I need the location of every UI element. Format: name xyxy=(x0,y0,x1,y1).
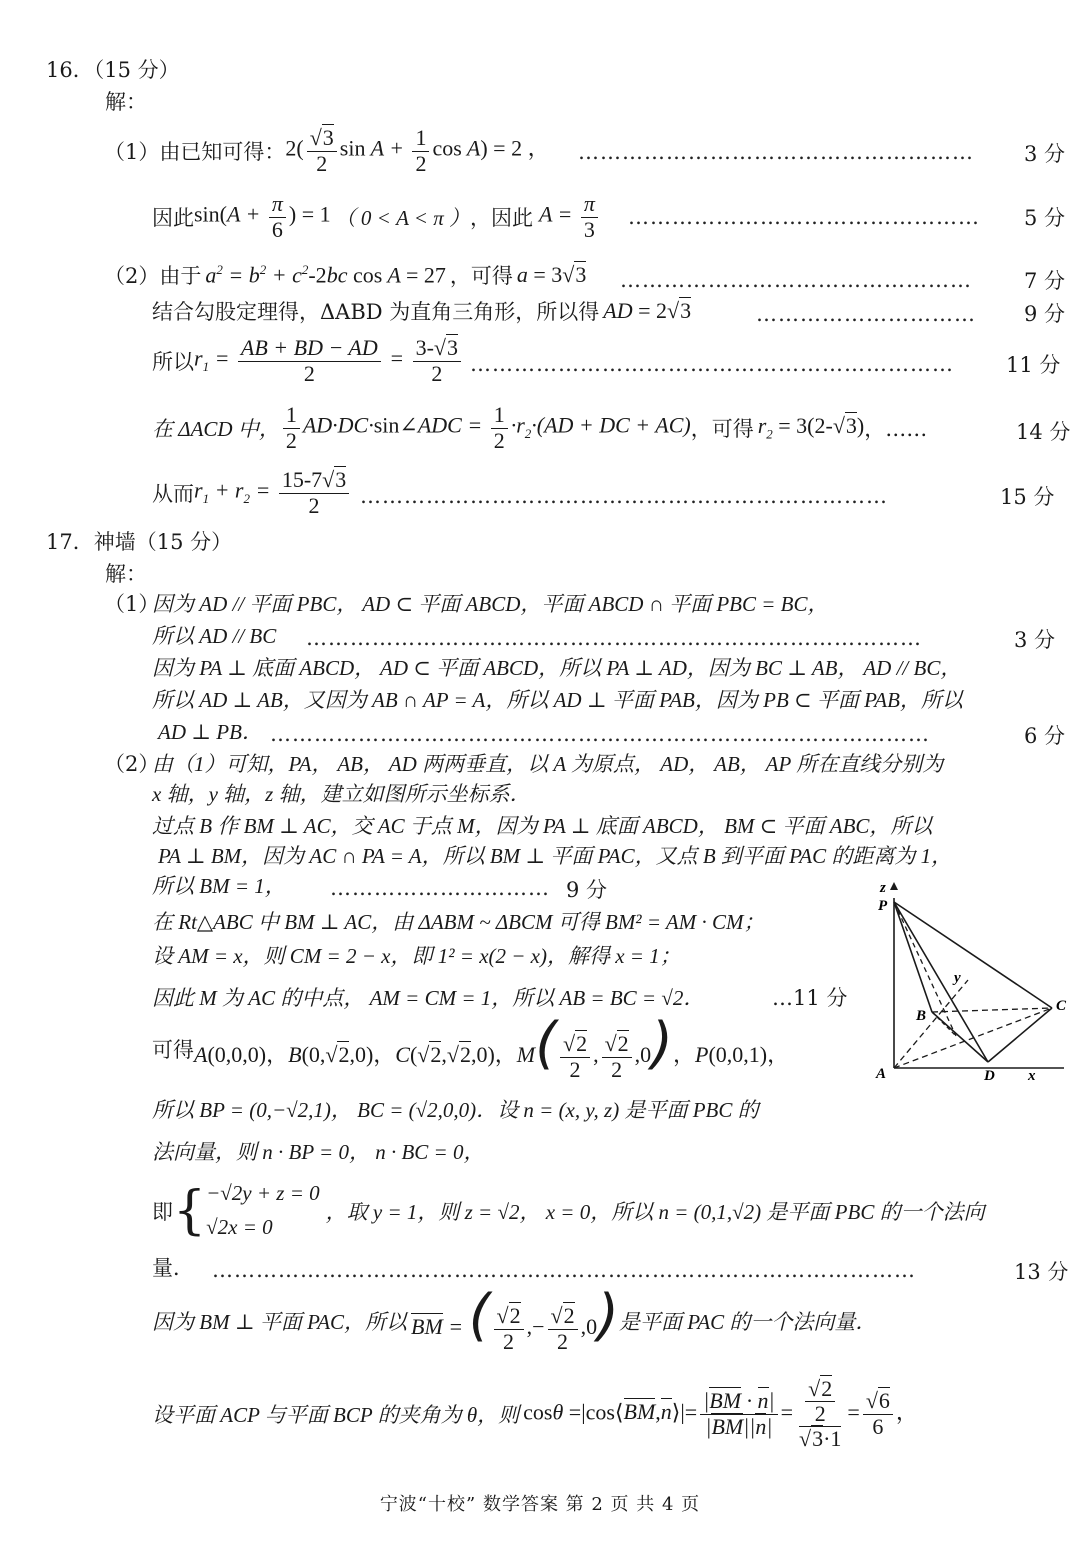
q17-m13: 量． xyxy=(152,1256,194,1280)
q17-l1: 因为 AD // 平面 PBC， AD ⊂ 平面 ABCD，平面 ABCD ∩ 平面 PBC = BC， xyxy=(152,592,829,616)
q17-m14-eq: BM = ( $\frac{√2}{2}$ ,− $\frac{√2}{2}$ ,0) xyxy=(411,1283,619,1354)
q17-l3: 因为 PA ⊥ 底面 ABCD， AD ⊂ 平面 ABCD，所以 PA ⊥ AD，因为 BC ⊥ AB， AD // BC， xyxy=(152,656,962,680)
q17-l2-score: 3 分 xyxy=(1014,628,1056,652)
q17-l2: 所以 AD // BC xyxy=(152,624,277,648)
q16-p1-score: 3 分 xyxy=(1024,142,1066,166)
q16-p2-leader: ………………………………………… xyxy=(620,268,972,292)
label-y: y xyxy=(954,970,961,986)
q17-m12-sys1: −√2y + z = 0 xyxy=(206,1181,320,1206)
q17-m12-text: 即 xyxy=(152,1200,173,1224)
q16-p1b-score: 5 分 xyxy=(1024,206,1066,230)
q16-p1b-text1: 因此 xyxy=(152,206,194,230)
q16-p2b-leader: ………………………… xyxy=(756,302,976,326)
q16-p2c-text: 所以 xyxy=(152,350,194,374)
q17-m1: 由（1）可知，PA， AB， AD 两两垂直，以 A 为原点， AD， AB， AP 所在直线分别为 xyxy=(152,752,944,776)
q17-m14-text1: 因为 BM ⊥ 平面 PAC，所以 xyxy=(152,1310,408,1334)
q16-p2-text1: 由于 xyxy=(159,264,202,288)
q17-m12-brace: { xyxy=(173,1181,207,1241)
edge-y-axis xyxy=(894,980,968,1068)
q16-p2e-leader: ……………………………………………………………… xyxy=(360,484,888,508)
q16-p2b-text: 结合勾股定理得，ΔABD 为直角三角形，所以得 xyxy=(152,300,600,324)
q16-part2-line4 xyxy=(152,398,927,458)
q17-m14-text2: 是平面 PAC 的一个法向量． xyxy=(618,1310,877,1334)
q17-l2-leader: ………………………………………………………………………… xyxy=(306,626,922,650)
q16-p2d-eq2: $r_2 = 3(2-√3)$ xyxy=(757,413,865,442)
q16-p2-text2: ，可得 xyxy=(449,264,513,288)
q17-m12-system xyxy=(206,1177,320,1244)
label-z: z xyxy=(880,880,886,896)
edge-bd xyxy=(932,1012,988,1062)
q16-p1-label: （1） xyxy=(104,140,160,164)
q16-p1b-text2: ，因此 xyxy=(469,206,533,230)
label-p: P xyxy=(878,898,888,914)
q16-p2d-text2: ，可得 xyxy=(690,417,754,441)
q17-m12-sys2: √2x = 0 xyxy=(206,1215,273,1239)
q17-m15-text: 设平面 ACP 与平面 BCP 的夹角为 θ，则 xyxy=(152,1403,520,1427)
label-a: A xyxy=(876,1066,887,1080)
q17-header: 17．神墙（15 分） xyxy=(46,530,233,554)
pyramid-figure xyxy=(872,880,1072,1080)
edge-dc xyxy=(988,1008,1052,1062)
q17-m5-score: 9 分 xyxy=(566,878,608,902)
q17-p1-label: （1） xyxy=(104,592,160,616)
q16-p2-eq1: $a^2 = b^2 + c^2-2bc$ cos A = 27 xyxy=(205,261,446,288)
q17-m3: 过点 B 作 BM ⊥ AC，交 AC 于点 M，因为 PA ⊥ 底面 ABCD， BM ⊂ 平面 ABC，所以 xyxy=(152,814,933,838)
q16-p1b-leader: ………………………………………… xyxy=(628,205,980,229)
q16-p2e-score: 15 分 xyxy=(1000,485,1055,509)
q16-p2-label: （2） xyxy=(104,264,160,288)
q16-p2d-text1: 在 ΔACD 中， xyxy=(152,417,280,441)
q17-m9 xyxy=(152,1011,790,1082)
q17-l4: 所以 AD ⊥ AB，又因为 AB ∩ AP = A，所以 AD ⊥ 平面 PAB，因为 PB ⊂ 平面 PAB，所以 xyxy=(152,688,963,712)
q16-part2-line3 xyxy=(152,330,464,392)
q17-m13-score: 13 分 xyxy=(1014,1260,1069,1284)
q17-m9-text: 可得 xyxy=(152,1038,194,1062)
q17-m13-leader: …………………………………………………………………………………… xyxy=(212,1258,916,1282)
q17-m15-eq: cosθ =|cos⟨BM,n⟩|= $\frac{|BM \cdot n|}{|BM||n|}$ = $\frac{\frac{√2}{2}}{√3\cdot 1}$ = $\frac{√6}{6}$ ， xyxy=(523,1375,918,1452)
q16-jie: 解： xyxy=(105,90,147,114)
q16-part1-line1 xyxy=(104,120,550,182)
q16-p2e-text: 从而 xyxy=(152,482,194,506)
q16-p1-intro: 由已知可得： xyxy=(159,140,286,164)
q17-m10: 所以 BP = (0,−√2,1)， BC = (√2,0,0)．设 n = (x, y, z) 是平面 PBC 的 xyxy=(152,1098,759,1122)
q17-p2-label: （2） xyxy=(104,752,160,776)
q16-p2b-eq: AD = 2√3 xyxy=(603,298,692,323)
q17-m8: 因此 M 为 AC 的中点， AM = CM = 1，所以 AB = BC = √2． xyxy=(152,986,705,1010)
q17-m15 xyxy=(152,1364,918,1464)
q17-m5: 所以 BM = 1， xyxy=(152,874,286,898)
q16-header: 16．（15 分） xyxy=(46,58,180,82)
q16-p1-leader: ……………………………………………… xyxy=(578,140,974,164)
q16-p2c-score: 11 分 xyxy=(1006,353,1061,377)
q16-p2d-score: 14 分 xyxy=(1016,420,1071,444)
q17-m9-eq: A(0,0,0)，B(0,√2,0)，C(√2,√2,0)，M( $\frac{√2}{2}$ , $\frac{√2}{2}$ ,0)，P(0,0,1)， xyxy=(194,1011,790,1082)
q17-m4: PA ⊥ BM，因为 AC ∩ PA = A，所以 BM ⊥ 平面 PAC，又点 B 到平面 PAC 的距离为 1， xyxy=(158,844,953,868)
edge-bc xyxy=(932,1008,1052,1012)
q17-m11: 法向量，则 n · BP = 0， n · BC = 0， xyxy=(152,1140,485,1164)
q16-p2b-score: 9 分 xyxy=(1024,302,1066,326)
q16-part2-line5 xyxy=(152,462,352,524)
q16-p2d-comma: ，…… xyxy=(864,417,928,441)
label-x: x xyxy=(1028,1068,1036,1080)
q17-l5-leader: ……………………………………………………………………………… xyxy=(270,722,930,746)
q16-part2-line2 xyxy=(152,294,691,328)
q16-part1-line2 xyxy=(152,188,601,246)
label-c: C xyxy=(1056,998,1067,1014)
page-footer: 宁波“十校” 数学答案 第 2 页 共 4 页 xyxy=(379,1494,701,1515)
z-arrow-icon xyxy=(890,882,898,890)
label-b: B xyxy=(916,1008,927,1024)
q16-p1b-eq1: sin(A + $\frac{\pi}{6}$ ) = 1 xyxy=(194,191,331,242)
q17-m6: 在 Rt△ABC 中 BM ⊥ AC，由 ΔABM ~ ΔBCM 可得 BM² = AM · CM； xyxy=(152,910,765,934)
q16-p2e-eq: $r_1 + r_2$ = $\frac{15-7√3}{2}$ xyxy=(194,468,352,517)
edge-pc xyxy=(894,902,1052,1008)
q17-l5-score: 6 分 xyxy=(1024,724,1066,748)
q17-m12-rest: ，取 y = 1，则 z = √2， x = 0，所以 n = (0,1,√2) 是平面 PBC 的一个法向 xyxy=(325,1200,985,1224)
q17-m14 xyxy=(152,1283,877,1354)
q17-m7: 设 AM = x，则 CM = 2 − x，即 1² = x(2 − x)，解得 x = 1； xyxy=(152,944,681,968)
q16-p2-eq2: a = 3√3 xyxy=(516,262,587,287)
q16-p2c-leader: ………………………………………………………… xyxy=(470,352,954,376)
q17-m2: x 轴，y 轴，z 轴，建立如图所示坐标系． xyxy=(152,782,531,806)
q16-p1b-eq2: A = $\frac{\pi}{3}$ xyxy=(539,192,601,241)
q16-p2d-eq1: $\frac{1}{2}$ AD·DC·sin∠ADC = $\frac{1}{2}$ $\cdot r_2\cdot(AD$ + DC + AC) xyxy=(280,403,691,452)
q17-m8-score: …11 分 xyxy=(772,986,848,1010)
q16-p1b-cond: （ 0 < A < π ） xyxy=(334,206,470,230)
q17-l5: AD ⊥ PB． xyxy=(158,720,263,744)
q17-m12 xyxy=(152,1172,985,1250)
q16-p1-equation-render: 2( $\frac{√3}{2}$ sin A + $\frac{1}{2}$ cos A) = 2 ， xyxy=(285,125,550,176)
q16-p2-score: 7 分 xyxy=(1024,269,1066,293)
q16-part2-line1 xyxy=(104,258,586,292)
q17-m5-leader: ………………………… xyxy=(330,876,550,900)
label-d: D xyxy=(984,1068,995,1080)
q16-p2c-eq: $r_1$ = $\frac{AB + BD - AD}{2}$ = $\frac{3-√3}{2}$ xyxy=(194,336,464,385)
q17-jie: 解： xyxy=(105,562,147,586)
